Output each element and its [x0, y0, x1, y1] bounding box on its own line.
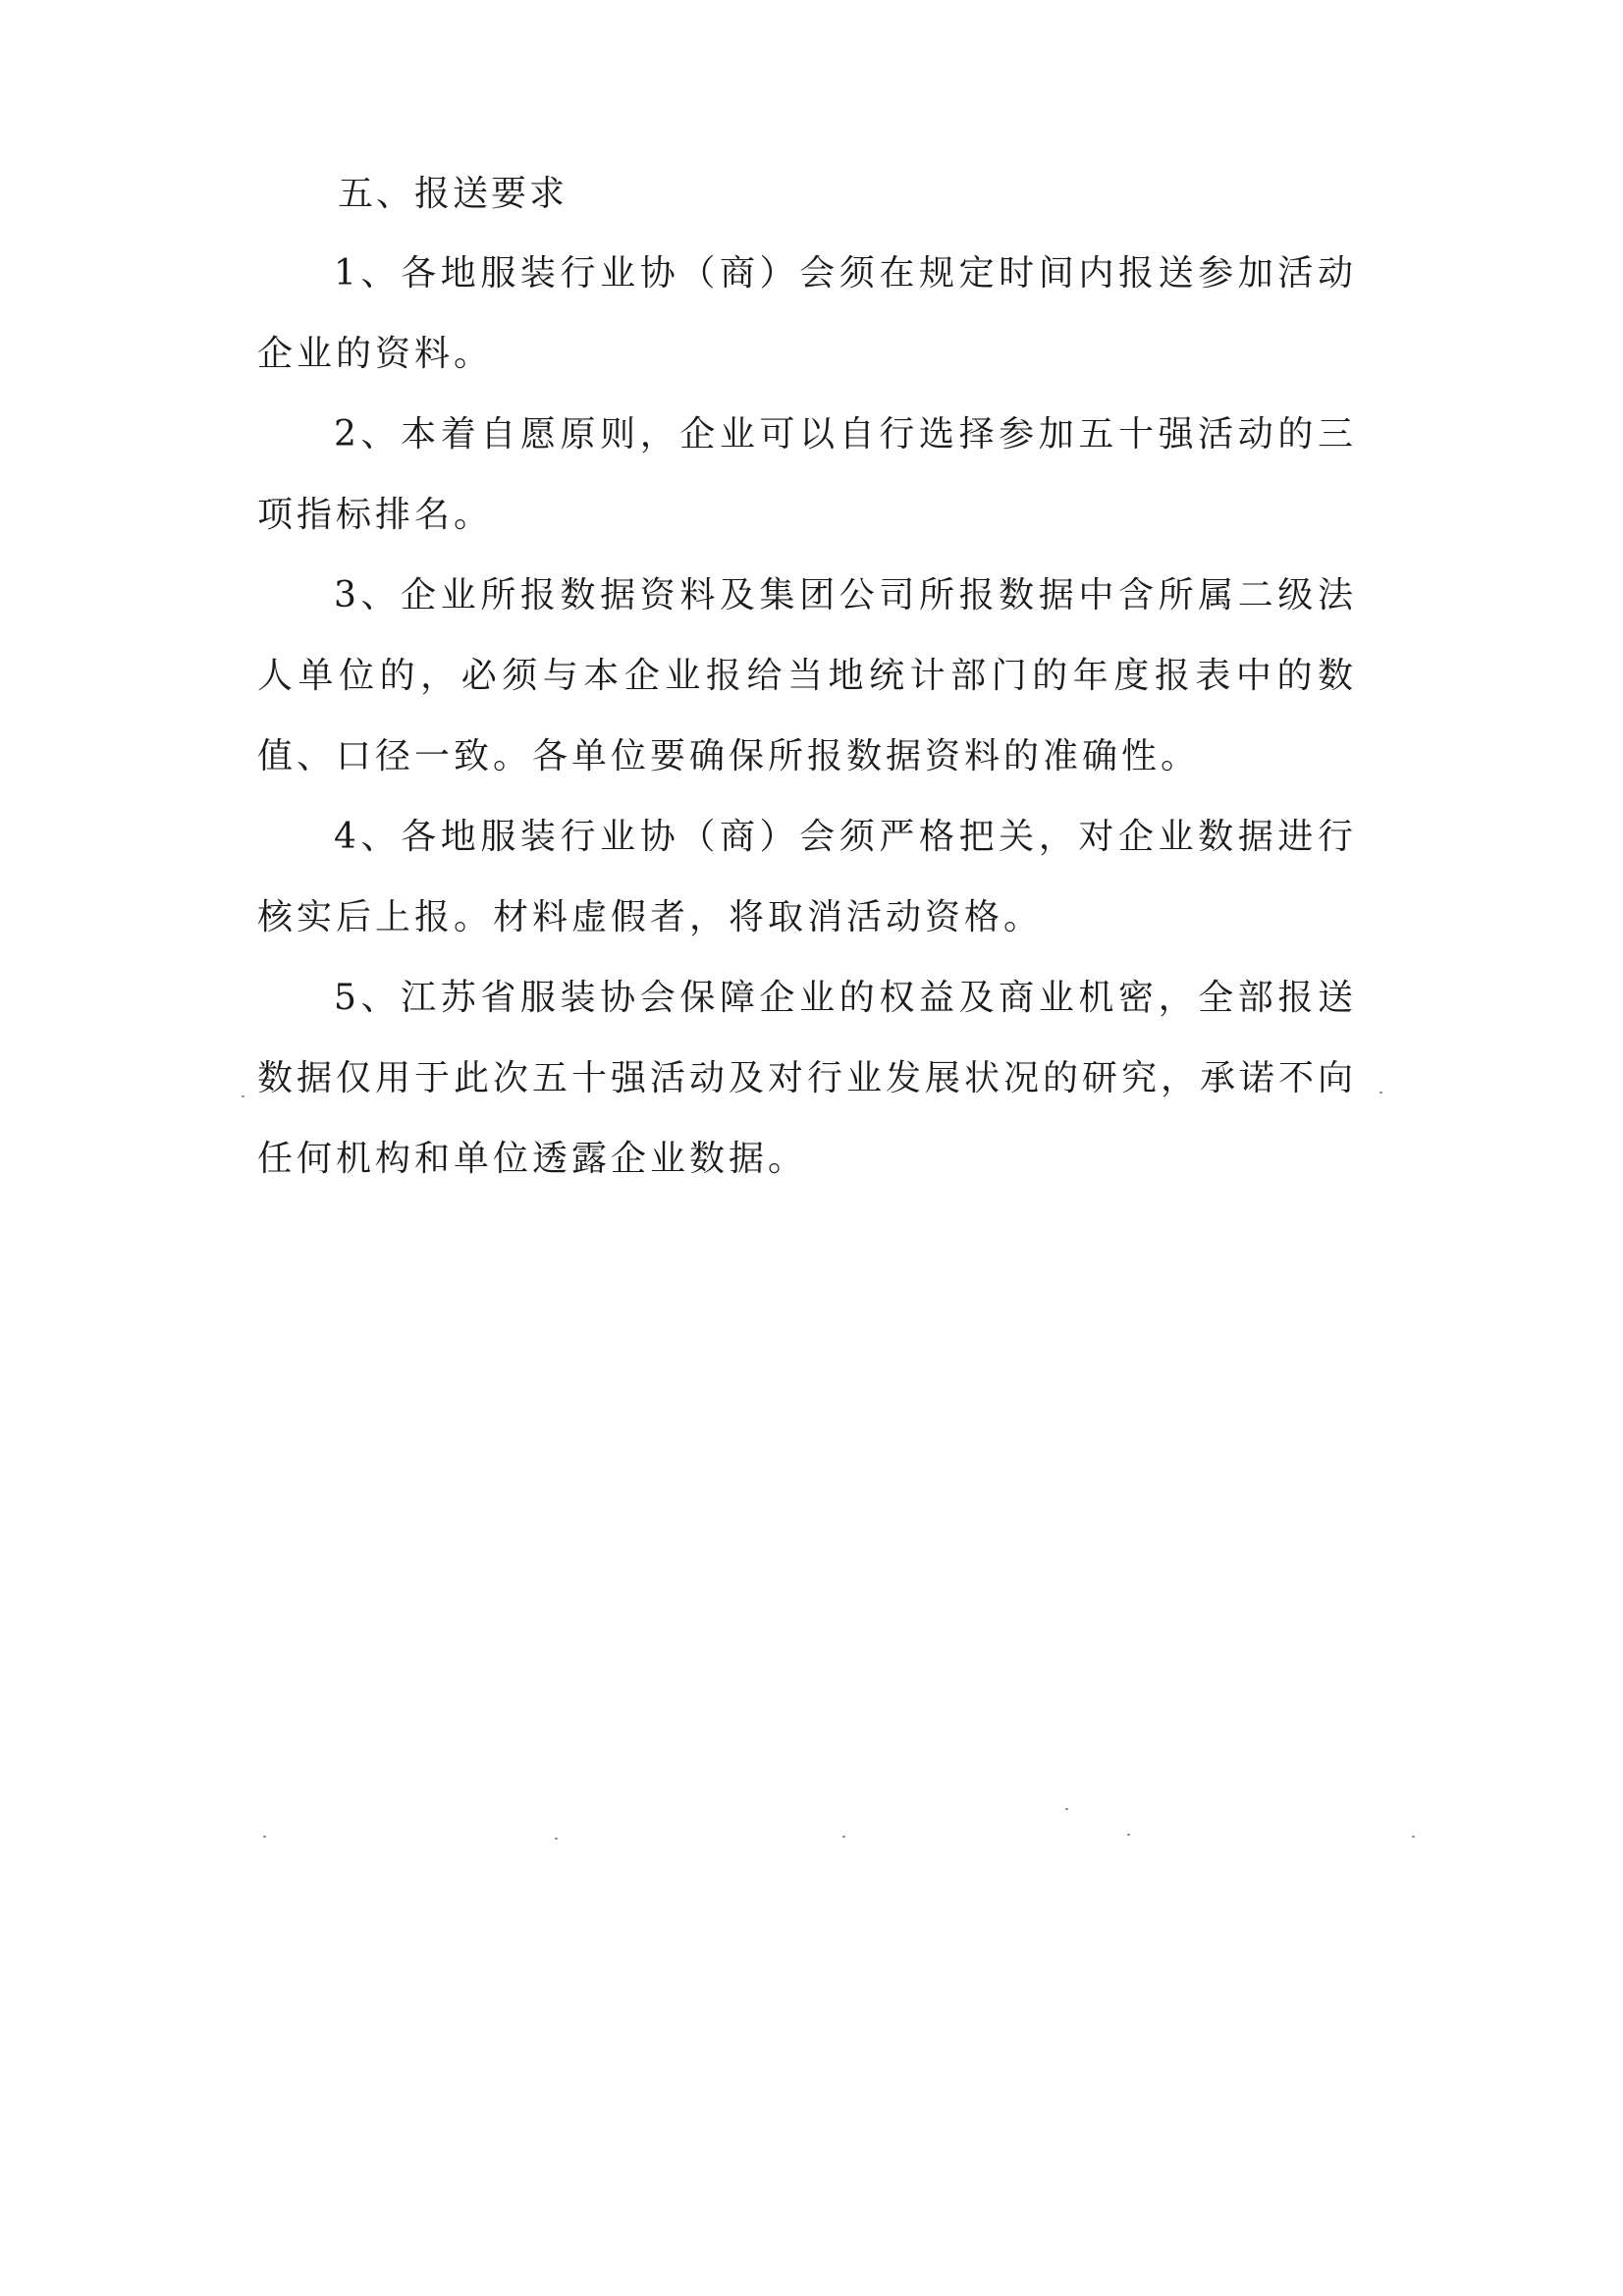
list-item: 1、各地服装行业协（商）会须在规定时间内报送参加活动企业的资料。 — [257, 253, 1357, 374]
scan-speck — [263, 1836, 266, 1838]
scan-speck — [1127, 1834, 1130, 1836]
scan-speck — [555, 1838, 558, 1840]
list-item: 4、各地服装行业协（商）会须严格把关，对企业数据进行核实后上报。材料虚假者，将取消活动资格。 — [257, 817, 1357, 937]
scan-speck — [1065, 1808, 1068, 1810]
scan-speck — [242, 1095, 244, 1097]
list-item: 3、企业所报数据资料及集团公司所报数据中含所属二级法人单位的，必须与本企业报给当地统计部门的年度报表中的数值、口径一致。各单位要确保所报数据资料的准确性。 — [257, 575, 1357, 776]
scan-speck — [1412, 1836, 1415, 1838]
scan-speck — [842, 1836, 845, 1838]
section-heading: 五、报送要求 — [338, 174, 568, 214]
document-body — [257, 155, 1357, 1200]
scan-speck — [1380, 1092, 1382, 1094]
list-item: 2、本着自愿原则，企业可以自行选择参加五十强活动的三项指标排名。 — [257, 414, 1357, 535]
list-item: 5、江苏省服装协会保障企业的权益及商业机密，全部报送数据仅用于此次五十强活动及对行业发展状况的研究，承诺不向任何机构和单位透露企业数据。 — [257, 978, 1358, 1179]
